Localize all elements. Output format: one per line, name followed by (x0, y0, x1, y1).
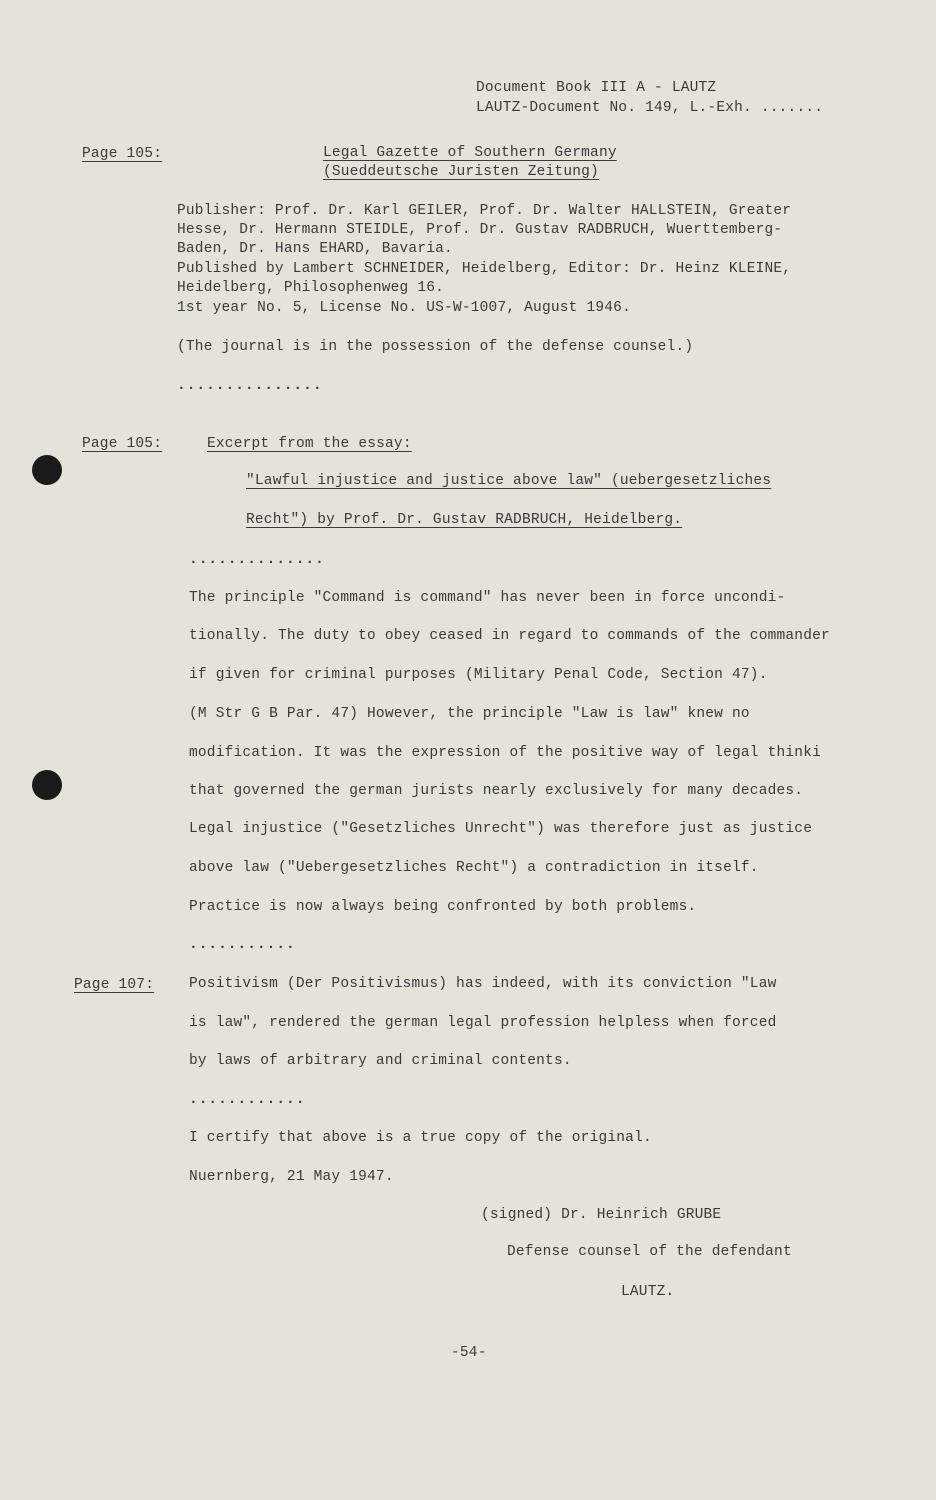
body-line: Legal injustice ("Gesetzliches Unrecht") was therefore just as justice (189, 821, 813, 837)
separator-dots: .............. (189, 552, 325, 568)
body-line: if given for criminal purposes (Military Penal Code, Section 47). (189, 667, 768, 683)
gazette-title: Legal Gazette of Southern Germany (323, 145, 617, 161)
body-line: is law", rendered the german legal profession helpless when forced (189, 1015, 777, 1031)
essay-title-line-2: Recht") by Prof. Dr. Gustav RADBRUCH, Heidelberg. (246, 512, 683, 528)
publisher-line: Heidelberg, Philosophenweg 16. (177, 280, 445, 296)
publisher-line: Hesse, Dr. Hermann STEIDLE, Prof. Dr. Gustav RADBRUCH, Wuerttemberg- (177, 222, 783, 238)
body-line: Positivism (Der Positivismus) has indeed, with its conviction "Law (189, 976, 777, 992)
page-number: -54- (451, 1345, 487, 1361)
body-line: The principle "Command is command" has never been in force uncondi- (189, 590, 786, 606)
body-line: that governed the german jurists nearly exclusively for many decades. (189, 783, 804, 799)
publisher-line: Publisher: Prof. Dr. Karl GEILER, Prof. Dr. Walter HALLSTEIN, Greater (177, 203, 792, 219)
certification-statement: I certify that above is a true copy of the original. (189, 1130, 652, 1146)
excerpt-label: Excerpt from the essay: (207, 436, 412, 452)
essay-title-line-1: "Lawful injustice and justice above law" (uebergesetzliches (246, 473, 772, 489)
body-line: tionally. The duty to obey ceased in regard to commands of the commander (189, 628, 830, 644)
separator-dots: ............ (189, 1092, 306, 1108)
gazette-subtitle: (Sueddeutsche Juristen Zeitung) (323, 164, 599, 180)
defendant-name: LAUTZ. (621, 1284, 675, 1300)
punch-hole-bottom (32, 770, 62, 800)
header-document-line: LAUTZ-Document No. 149, L.-Exh. ....... (476, 100, 824, 116)
separator-dots: ........... (189, 937, 296, 953)
body-line: modification. It was the expression of the positive way of legal thinki (189, 745, 822, 761)
punch-hole-top (32, 455, 62, 485)
body-line: Practice is now always being confronted by both problems. (189, 899, 697, 915)
page-ref-105-a: Page 105: (82, 146, 163, 162)
body-line: (M Str G B Par. 47) However, the principle "Law is law" knew no (189, 706, 750, 722)
body-line: above law ("Uebergesetzliches Recht") a contradiction in itself. (189, 860, 759, 876)
page-ref-107: Page 107: (74, 977, 155, 993)
separator-dots: ............... (177, 378, 323, 394)
body-line: by laws of arbitrary and criminal contents. (189, 1053, 572, 1069)
publisher-line: Baden, Dr. Hans EHARD, Bavaria. (177, 241, 453, 257)
publisher-line: 1st year No. 5, License No. US-W-1007, August 1946. (177, 300, 631, 316)
page-ref-105-b: Page 105: (82, 436, 163, 452)
signer-role: Defense counsel of the defendant (507, 1244, 792, 1260)
signature-line: (signed) Dr. Heinrich GRUBE (481, 1207, 722, 1223)
journal-note: (The journal is in the possession of the defense counsel.) (177, 339, 694, 355)
publisher-line: Published by Lambert SCHNEIDER, Heidelberg, Editor: Dr. Heinz KLEINE, (177, 261, 792, 277)
header-book-line: Document Book III A - LAUTZ (476, 80, 717, 96)
place-date: Nuernberg, 21 May 1947. (189, 1169, 394, 1185)
